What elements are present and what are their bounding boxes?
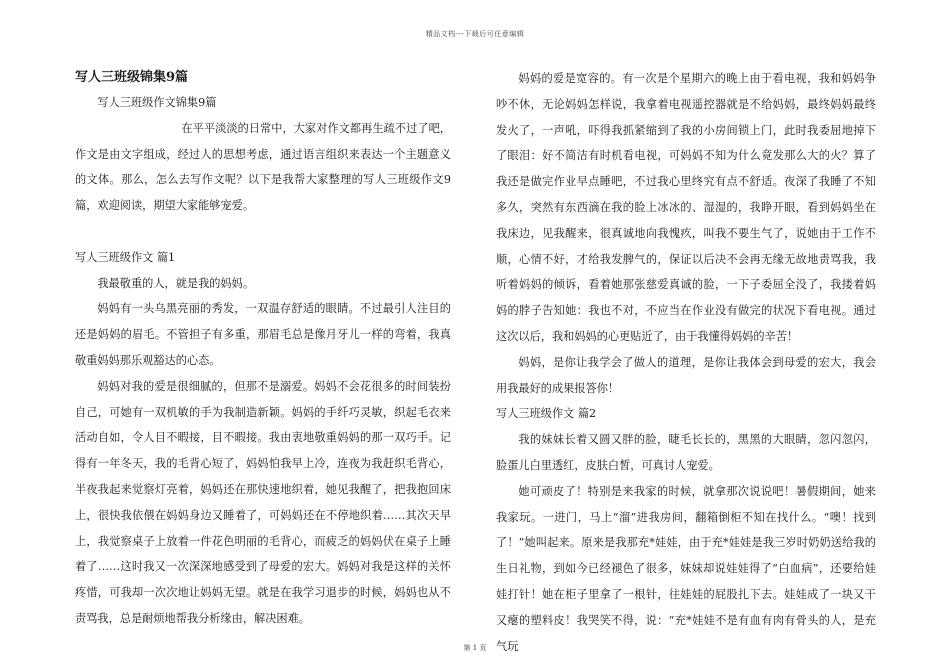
section-heading-1: 写人三班级作文 篇1 (75, 250, 176, 264)
paragraph: 她可顽皮了！特别是来我家的时候，就拿那次说说吧！暑假期间，她来我家玩。一进门，马上“溜”进我房间，翻箱倒柜不知在找什么。“噢！找到了！”她叫起来。原来是我那充*娃娃，由于充*娃娃是我三岁时奶奶送给我的生日礼物，到如今已经褪色了很多，妹妹却说娃娃得了“白血病”，还要给娃娃打针！她在柜子里拿了一根针，往娃娃的屁股扎下去。娃娃成了一块又干又瘪的塑料皮！我哭笑不得，说：“充*娃娃不是有血有肉有骨头的人，是充气玩 (496, 484, 876, 653)
page-header: 精品文档---下载后可任意编辑 (425, 30, 525, 38)
spacer (75, 219, 451, 245)
page-number: 第 1 页 (463, 644, 487, 652)
paragraph: 我的妹妹长着又圆又胖的脸，睫毛长长的，黑黑的大眼睛，忽闪忽闪，脸蛋儿白里透红，皮肤白皙，可真讨人宠爱。 (496, 433, 876, 472)
paragraph: 我最敬重的人，就是我的妈妈。 (97, 276, 255, 290)
left-column (75, 66, 451, 632)
paragraph: 妈妈的爱是宽容的。有一次是个星期六的晚上由于看电视，我和妈妈争吵不休，无论妈妈怎样说，我拿着电视遥控器就是不给妈妈，最终妈妈最终发火了，一声吼，吓得我抓紧缩到了我的小房间锁上门，此时我委屈地掉下了眼泪：好不简洁有时机看电视，可妈妈不知为什么竟发那么大的火？算了我还是做完作业早点睡吧，不过我心里终究有点不舒适。夜深了我睡了不知多久，突然有东西滴在我的脸上冰冰的、湿湿的，我睁开眼，看到妈妈坐在我床边，见我醒来，很真诚地向我愧疚，叫我不要生气了，说她由于工作不顺，心情不好，才给我发脾气的，保证以后决不会再无缘无故地责骂我，我听着妈妈的倾诉，看着她那张慈爱真诚的脸，一下子委屈全没了，我搂着妈妈的脖子告知她：我也不对，不应当在作业没有做完的状况下看电视。通过这次以后，我和妈妈的心更贴近了，由于我懂得妈妈的辛苦！ (496, 72, 876, 343)
section-heading-2: 写人三班级作文 篇2 (496, 407, 597, 421)
paragraph: 妈妈，是你让我学会了做人的道理，是你让我体会到母爱的宏大，我会用我最好的成果报答你！ (496, 355, 876, 395)
intro-paragraph: 在平平淡淡的日常中，大家对作文都再生疏不过了吧，作文是由文字组成，经过人的思想考虑，通过语言组织来表达一个主题意义的文体。那么，怎么去写作文呢？以下是我帮大家整理的写人三班级作文9篇，欢迎阅读，期望大家能够宠爱。 (75, 121, 451, 213)
document-subtitle: 写人三班级作文锦集9篇 (97, 96, 217, 109)
document-title: 写人三班级锦集9篇 (75, 70, 189, 85)
paragraph: 妈妈对我的爱是很细腻的，但那不是溺爱。妈妈不会花很多的时间装扮自己，可她有一双机敏的手为我制造新颖。妈妈的手纤巧灵敏，织起毛衣来活动自如，令人目不暇接，目不暇接。我由衷地敬重妈妈的那一双巧手。记得有一年冬天，我的毛背心短了，妈妈怕我早上冷，连夜为我赶织毛背心，半夜我起来觉察灯亮着，妈妈还在那快速地织着，她见我醒了，把我抱回床上，很快我依偎在妈妈身边又睡着了，可妈妈还在不停地织着……其次天早上，我觉察桌子上放着一件花色明丽的毛背心，而疲乏的妈妈伏在桌子上睡着了……这时我又一次深深地感受到了母爱的宏大。妈妈对我是这样的关怀疼惜，可我却一次次地让妈妈无望。就是在我学习退步的时候，妈妈也从不责骂我，总是耐烦地帮我分析缘由，解决困难。 (75, 379, 451, 625)
right-column (496, 66, 876, 659)
paragraph: 妈妈有一头乌黑亮丽的秀发，一双温存舒适的眼睛。不过最引人注目的还是妈妈的眉毛。不管担子有多重，那眉毛总是像月牙儿一样的弯着，我真敬重妈妈那乐观豁达的心态。 (75, 302, 451, 367)
